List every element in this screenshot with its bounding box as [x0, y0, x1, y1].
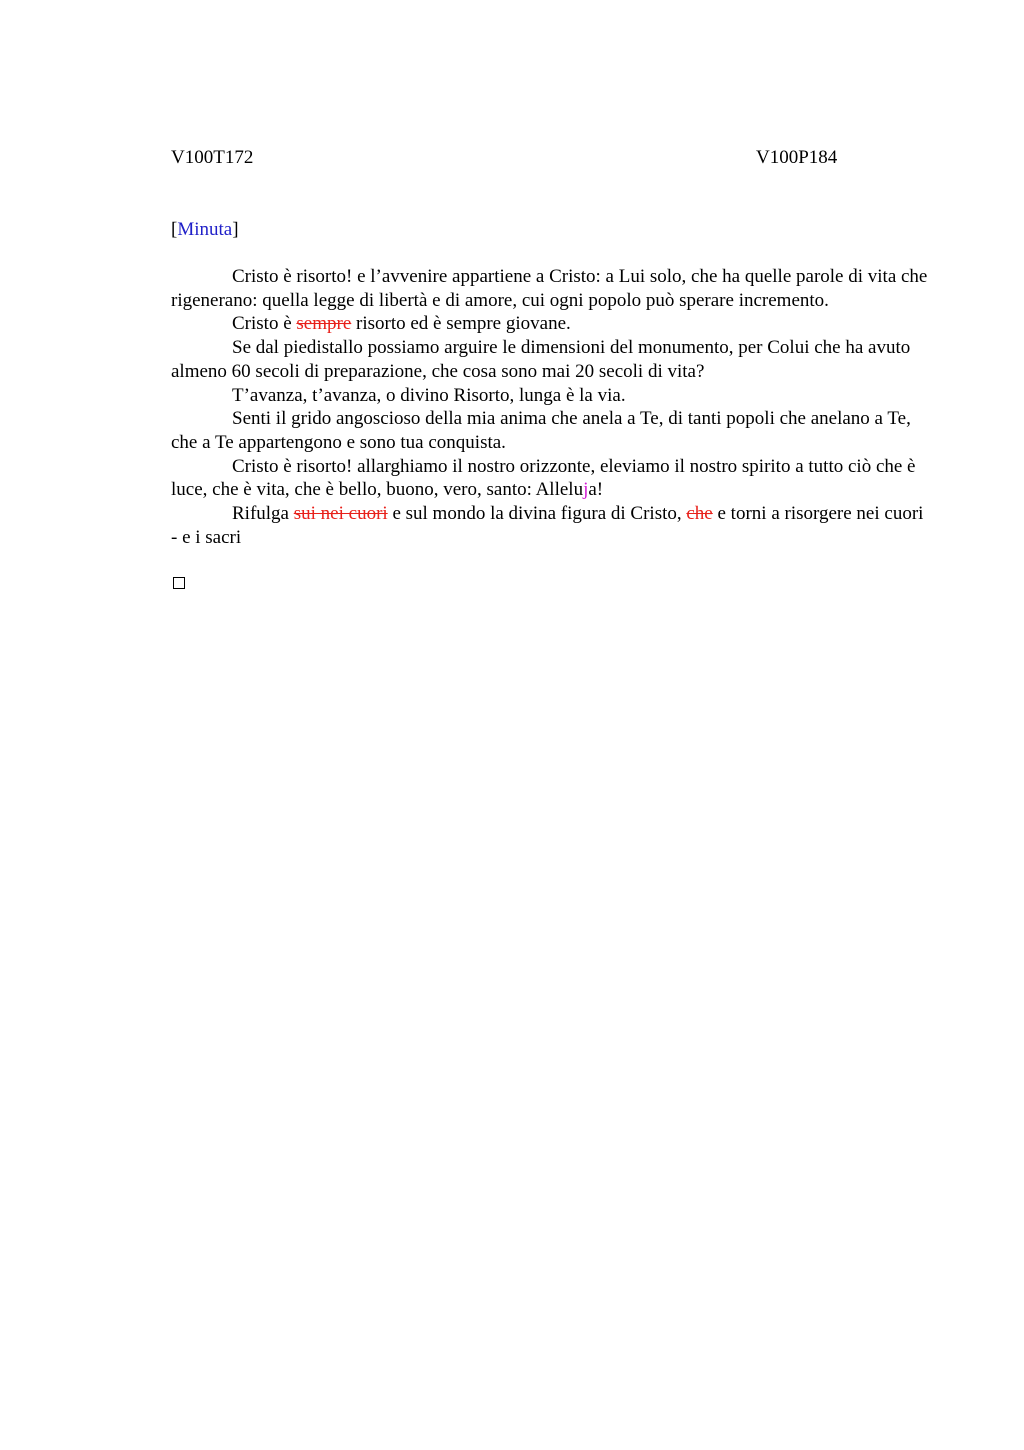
paragraph-7-part-b: e sul mondo la divina figura di Cristo, — [387, 503, 687, 525]
label-close-bracket: ] — [232, 219, 239, 240]
deleted-phrase: sui nei cuori — [293, 503, 388, 525]
empty-square-icon — [173, 577, 185, 589]
paragraph-2-part-b: risorto ed è sempre giovane. — [351, 313, 571, 335]
deleted-word-che: che — [686, 503, 713, 525]
paragraph-2 — [171, 312, 933, 336]
body-text — [171, 265, 933, 549]
paragraph-6-part-a: Cristo è risorto! allarghiamo il nostro orizzonte, eleviamo il nostro spirito a tutto ciò che è luce, che è vita, che è bello, buono, vero, santo: Allelu — [171, 455, 916, 501]
label-open-bracket: [ — [171, 219, 178, 240]
inserted-letter: j — [583, 479, 589, 501]
header-left-code: V100T172 — [171, 147, 254, 168]
paragraph-4: T’avanza, t’avanza, o divino Risorto, lunga è la via. — [232, 384, 626, 406]
paragraph-5: Senti il grido angoscioso della mia anima che anela a Te, di tanti popoli che anelano a Te, che a Te appartengono e sono tua conquista. — [171, 408, 911, 453]
paragraph-7-part-a: Rifulga — [232, 503, 294, 525]
paragraph-6-part-b: a! — [588, 479, 604, 501]
document-type-label — [171, 218, 239, 242]
label-text: Minuta — [177, 219, 233, 240]
deleted-word: sempre — [296, 313, 352, 335]
paragraph-1: Cristo è risorto! e l’avvenire appartiene a Cristo: a Lui solo, che ha quelle parole di vita che rigenerano: quella legge di libertà e di amore, cui ogni popolo può sperare incremento. — [171, 266, 928, 311]
paragraph-3: Se dal piedistallo possiamo arguire le dimensioni del monumento, per Colui che ha avuto almeno 60 secoli di preparazione, che cosa sono mai 20 secoli di vita? — [171, 337, 911, 382]
paragraph-7 — [171, 502, 933, 549]
paragraph-6 — [171, 455, 933, 502]
header-right-code: V100P184 — [756, 147, 838, 168]
paragraph-2-part-a: Cristo è — [232, 313, 297, 335]
paragraph-7-part-c: e torni a risorgere nei cuori - e i sacri — [171, 503, 924, 548]
